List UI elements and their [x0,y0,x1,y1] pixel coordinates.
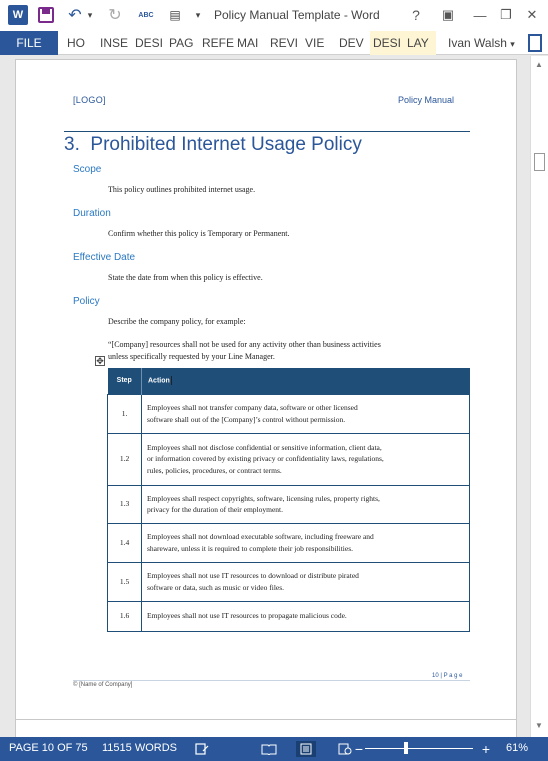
section-text: Confirm whether this policy is Temporary or Permanent. [108,229,290,238]
word-count[interactable]: 11515 WORDS [102,742,177,754]
print-layout-icon[interactable] [296,741,316,757]
page-count[interactable]: PAGE 10 OF 75 [9,742,88,754]
save-icon[interactable] [38,7,54,23]
table-move-handle-icon[interactable]: ✥ [96,356,104,366]
minimize-button[interactable]: — [473,7,487,23]
step-cell: 1.3 [108,485,142,523]
tab-design[interactable]: DESI [135,36,164,50]
redo-icon[interactable]: ↻ [108,7,122,24]
text-cursor [171,376,172,385]
document-area [0,56,530,737]
section-title: Policy [73,296,100,307]
table-row[interactable] [108,394,470,433]
table-row[interactable] [108,523,470,562]
section-title: Scope [73,164,102,175]
heading-number: 3. [64,134,80,155]
zoom-in-button[interactable]: + [481,741,491,757]
tab-references[interactable]: REFE [202,36,235,50]
tab-insert[interactable]: INSE [100,36,129,50]
policy-table [107,368,470,632]
step-cell: 1.4 [108,523,142,562]
column-header-action-label: Action [148,377,170,385]
table-row[interactable] [108,562,470,601]
action-cell [142,562,470,601]
section-text: This policy outlines prohibited internet usage. [108,185,256,194]
action-line: software or data, such as music or video files. [147,582,285,592]
user-dropdown-icon: ▾ [510,39,515,49]
footer-company: © [Name of Company] [73,682,133,688]
zoom-slider[interactable] [365,748,473,749]
section-text: Describe the company policy, for example: [108,317,246,326]
window-title: Policy Manual Template - Word [214,8,380,22]
action-line: rules, policies, procedures, or contract terms. [147,465,282,475]
ribbon-tabs [0,31,548,55]
table-header-row [108,368,470,394]
action-line: privacy for the duration of their employment. [147,505,283,514]
action-line: Employees shall respect copyrights, software, licensing rules, property rights, [147,493,380,503]
action-line: Employees shall not download executable software, including freeware and [147,532,374,541]
restore-button[interactable]: ❐ [500,7,512,22]
tab-file[interactable]: FILE [0,31,58,55]
heading-text: Prohibited Internet Usage Policy [90,134,362,155]
action-line: or information covered by existing privacy or confidentiality laws, regulations, [147,454,384,464]
undo-icon[interactable]: ↶ [68,7,82,24]
policy-quote-line: unless specifically requested by your Line Manager. [108,352,275,361]
zoom-slider-thumb[interactable] [404,742,408,754]
document-page[interactable] [16,60,516,720]
tab-home[interactable]: HO [67,36,85,50]
word-app-icon[interactable]: W [8,5,28,25]
action-cell [142,601,470,631]
action-cell [142,485,470,523]
next-page[interactable] [16,720,516,737]
tab-review[interactable]: REVI [270,36,299,50]
qat-customize-icon[interactable]: ▾ [195,9,201,20]
vertical-scrollbar[interactable] [530,56,548,737]
tab-table-design[interactable]: DESI [370,31,404,55]
table-row[interactable] [108,433,470,485]
column-header-step: Step [108,368,142,394]
action-line: Employees shall not transfer company data, software or other licensed [147,403,358,412]
action-line: Employees shall not use IT resources to propagate malicious code. [147,611,347,621]
action-line: shareware, unless it is required to complete their job responsibilities. [147,543,353,553]
spelling-icon[interactable]: ABC [138,11,154,19]
step-cell: 1.6 [108,601,142,631]
header-logo: [LOGO] [73,95,106,105]
action-line: Employees shall not disclose confidential or sensitive information, client data, [147,442,382,452]
table-row[interactable] [108,601,470,631]
proofing-icon[interactable] [194,741,210,757]
read-mode-icon[interactable] [261,741,277,757]
footer-page-number: 10 | P a g e [432,673,463,679]
section-title: Duration [73,208,111,219]
zoom-level[interactable]: 61% [506,742,529,754]
heading-rule [64,131,470,132]
title-bar [0,0,548,31]
policy-quote-line: “[Company] resources shall not be used for any activity other than business activities [108,340,381,349]
scroll-down-icon[interactable]: ▼ [535,721,543,730]
scroll-thumb[interactable] [534,153,545,171]
tab-page-layout[interactable]: PAG [169,36,194,50]
header-title: Policy Manual [398,95,455,105]
user-name: Ivan Walsh [448,36,507,50]
section-text: State the date from when this policy is effective. [108,273,263,282]
step-cell: 1.2 [108,433,142,485]
action-cell [142,433,470,485]
tab-table-layout[interactable]: LAY [404,31,436,55]
ribbon-display-icon[interactable]: ▣ [441,7,455,22]
table-row[interactable] [108,485,470,523]
undo-dropdown-icon[interactable]: ▾ [87,9,93,20]
step-cell: 1. [108,394,142,433]
user-account[interactable] [448,36,515,50]
page-heading [64,134,362,156]
action-line: software shall out of the [Company]’s control without permission. [147,414,346,424]
help-button[interactable]: ? [412,7,420,23]
close-button[interactable]: ✕ [526,7,538,22]
tab-developer[interactable]: DEV [339,36,364,50]
footer-rule [73,680,470,681]
status-bar [0,737,548,761]
tab-mailings[interactable]: MAI [237,36,259,50]
zoom-out-button[interactable]: − [354,741,364,757]
action-line: Employees shall not use IT resources to download or distribute pirated [147,571,359,580]
step-cell: 1.5 [108,562,142,601]
section-title: Effective Date [73,252,136,263]
scroll-up-icon[interactable]: ▲ [535,60,543,69]
ribbon-scroll-right-icon[interactable] [528,34,542,52]
tab-view[interactable]: VIE [305,36,325,50]
action-cell [142,523,470,562]
action-cell [142,394,470,433]
column-header-action[interactable] [142,368,470,394]
document-icon[interactable]: ▤ [169,8,181,22]
